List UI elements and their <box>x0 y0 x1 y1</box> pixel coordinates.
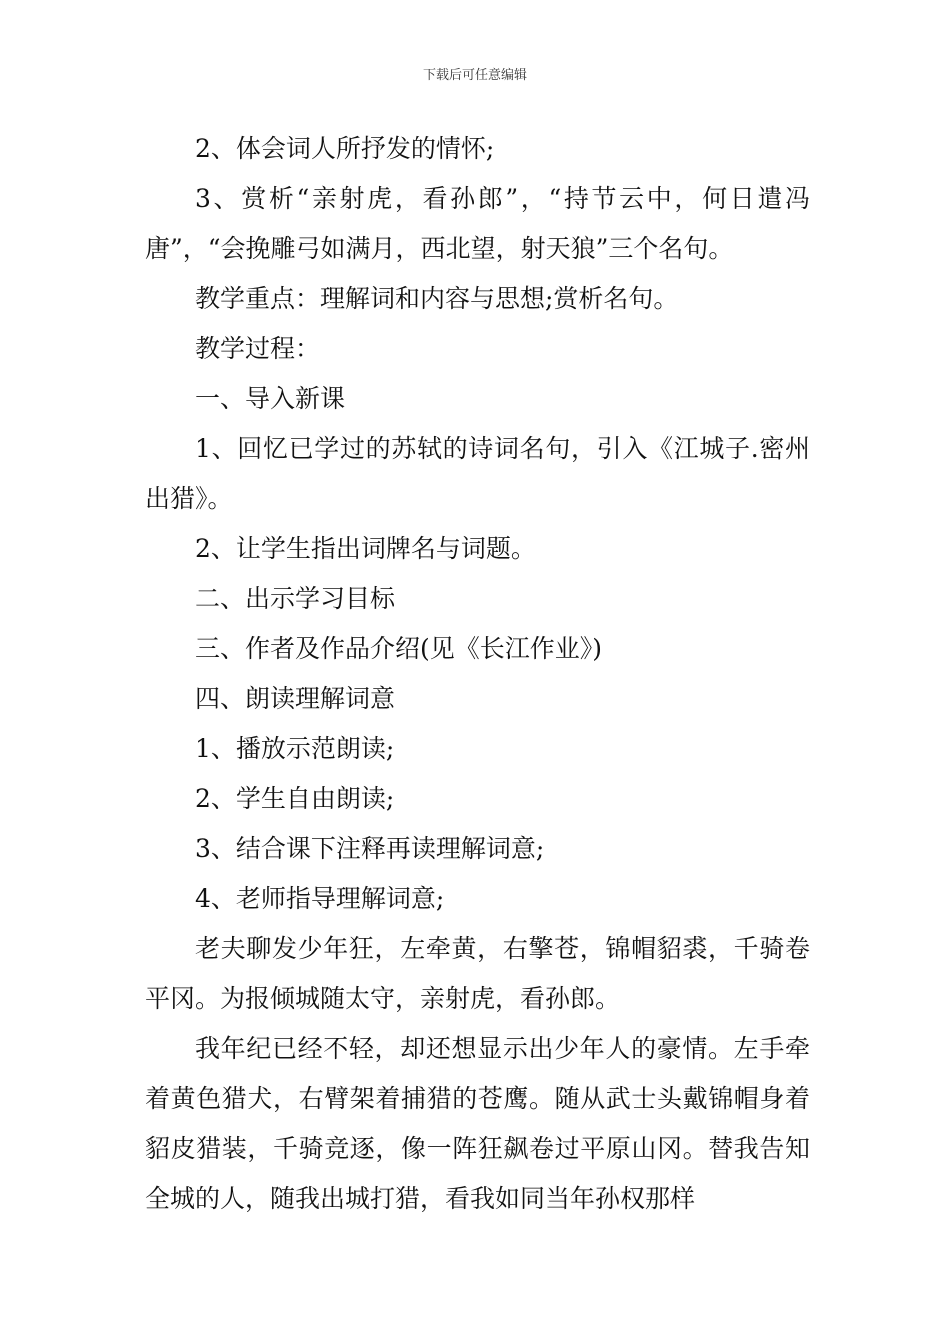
section-heading-intro: 一、导入新课 <box>195 384 346 413</box>
paragraph-reading-step-4: 4、老师指导理解词意; <box>195 884 445 913</box>
paragraph-reading-step-1: 1、播放示范朗读; <box>195 734 395 763</box>
paragraph-poem-text: 老夫聊发少年狂，左牵黄，右擎苍，锦帽貂裘，千骑卷平冈。为报倾城随太守，亲射虎，看孙郎。 <box>145 934 810 1013</box>
paragraph-intro-step-1: 1、回忆已学过的苏轼的诗词名句，引入《江城子.密州出猎》。 <box>145 434 810 513</box>
paragraph-reading-step-2: 2、学生自由朗读; <box>195 784 395 813</box>
paragraph-reading-step-3: 3、结合课下注释再读理解词意; <box>195 834 545 863</box>
section-heading-author: 三、作者及作品介绍(见《长江作业》) <box>195 634 603 663</box>
page-header-note: 下载后可任意编辑 <box>422 68 527 83</box>
paragraph-intro-step-2: 2、让学生指出词牌名与词题。 <box>195 534 536 563</box>
paragraph-objective-2: 2、体会词人所抒发的情怀; <box>195 134 495 163</box>
paragraph-key-points: 教学重点：理解词和内容与思想;赏析名句。 <box>195 284 679 313</box>
section-heading-goals: 二、出示学习目标 <box>195 584 396 613</box>
section-heading-reading: 四、朗读理解词意 <box>195 684 396 713</box>
paragraph-objective-3: 3、赏析“亲射虎，看孙郎”，“持节云中，何日遣冯唐”，“会挽雕弓如满月，西北望，射天狼”三个名句。 <box>145 184 810 263</box>
paragraph-process-heading: 教学过程： <box>195 334 321 363</box>
paragraph-poem-translation: 我年纪已经不轻，却还想显示出少年人的豪情。左手牵着黄色猎犬，右臂架着捕猎的苍鹰。随从武士头戴锦帽身着貂皮猎装，千骑竞逐，像一阵狂飙卷过平原山冈。替我告知全城的人，随我出城打猎，看我如同当年孙权那样 <box>145 1034 810 1213</box>
document-body <box>145 124 810 1224</box>
